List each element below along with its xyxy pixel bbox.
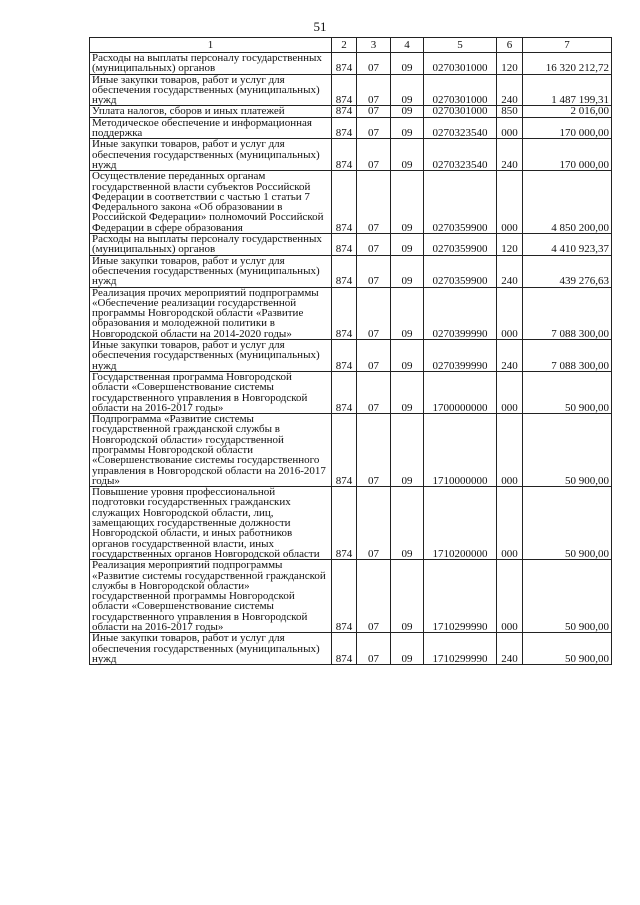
row-section: 07	[357, 340, 391, 372]
row-description: Методическое обеспечение и информационная поддержка	[90, 117, 332, 139]
row-section: 07	[357, 234, 391, 256]
row-ministry-code: 874	[332, 234, 357, 256]
row-section: 07	[357, 74, 391, 106]
row-target-article: 1710000000	[424, 414, 497, 487]
row-target-article: 0270301000	[424, 106, 497, 117]
row-section: 07	[357, 287, 391, 339]
row-subsection: 09	[391, 74, 424, 106]
row-expense-type: 000	[497, 560, 523, 633]
row-subsection: 09	[391, 139, 424, 171]
row-ministry-code: 874	[332, 74, 357, 106]
row-ministry-code: 874	[332, 106, 357, 117]
row-amount: 170 000,00	[523, 117, 612, 139]
row-amount: 50 900,00	[523, 633, 612, 665]
row-ministry-code: 874	[332, 287, 357, 339]
row-section: 07	[357, 53, 391, 75]
table-body	[90, 53, 612, 665]
table-row	[90, 633, 612, 665]
row-target-article: 0270359900	[424, 255, 497, 287]
table-row	[90, 560, 612, 633]
row-target-article: 0270399990	[424, 287, 497, 339]
table-row	[90, 487, 612, 560]
row-expense-type: 000	[497, 171, 523, 234]
column-header-4: 4	[391, 38, 424, 53]
row-subsection: 09	[391, 287, 424, 339]
row-subsection: 09	[391, 53, 424, 75]
row-ministry-code: 874	[332, 53, 357, 75]
row-amount: 439 276,63	[523, 255, 612, 287]
row-section: 07	[357, 487, 391, 560]
row-amount: 4 410 923,37	[523, 234, 612, 256]
row-subsection: 09	[391, 371, 424, 413]
row-expense-type: 000	[497, 117, 523, 139]
column-header-1: 1	[90, 38, 332, 53]
table-row	[90, 171, 612, 234]
row-target-article: 0270359900	[424, 234, 497, 256]
row-target-article: 0270359900	[424, 171, 497, 234]
row-description: Иные закупки товаров, работ и услуг для обеспечения государственных (муниципальных) нужд	[90, 74, 332, 106]
row-expense-type: 000	[497, 371, 523, 413]
row-section: 07	[357, 117, 391, 139]
row-amount: 50 900,00	[523, 487, 612, 560]
row-section: 07	[357, 139, 391, 171]
row-description: Уплата налогов, сборов и иных платежей	[90, 106, 332, 117]
row-expense-type: 120	[497, 234, 523, 256]
row-subsection: 09	[391, 560, 424, 633]
row-section: 07	[357, 560, 391, 633]
table-row	[90, 139, 612, 171]
row-amount: 2 016,00	[523, 106, 612, 117]
row-ministry-code: 874	[332, 371, 357, 413]
row-amount: 4 850 200,00	[523, 171, 612, 234]
row-target-article: 1710299990	[424, 633, 497, 665]
row-description: Подпрограмма «Развитие системы государственной гражданской службы в Новгородской области» государственной программы Новгородской области «Совершенствование системы государственного управления в Новгородской области на 2016-2017 годы»	[90, 414, 332, 487]
row-description: Повышение уровня профессиональной подготовки государственных гражданских служащих Новгородской области, лиц, замещающих государственные должности Новгородской области, и иных работников органов государственной власти, иных государственных органов Новгородской области	[90, 487, 332, 560]
row-amount: 170 000,00	[523, 139, 612, 171]
row-expense-type: 240	[497, 74, 523, 106]
row-target-article: 1710299990	[424, 560, 497, 633]
row-amount: 50 900,00	[523, 414, 612, 487]
row-description: Реализация прочих мероприятий подпрограммы «Обеспечение реализации государственной программы Новгородской области «Развитие образования и молодежной политики в Новгородской области на 2014-2020 годы»	[90, 287, 332, 339]
row-ministry-code: 874	[332, 487, 357, 560]
row-amount: 50 900,00	[523, 371, 612, 413]
row-description: Государственная программа Новгородской области «Совершенствование системы государственного управления в Новгородской области на 2016-2017 годы»	[90, 371, 332, 413]
row-subsection: 09	[391, 255, 424, 287]
row-description: Осуществление переданных органам государственной власти субъектов Российской Федерации в соответствии с частью 1 статьи 7 Федерального закона «Об образовании в Российской Федерации» полномочий Российской Федерации в сфере образования	[90, 171, 332, 234]
row-subsection: 09	[391, 414, 424, 487]
table-row	[90, 287, 612, 339]
table-row	[90, 371, 612, 413]
table-row	[90, 414, 612, 487]
row-ministry-code: 874	[332, 560, 357, 633]
row-subsection: 09	[391, 117, 424, 139]
budget-table	[89, 37, 612, 665]
row-description: Реализация мероприятий подпрограммы «Развитие системы государственной гражданской службы в Новгородской области» государственной программы Новгородской области «Совершенствование системы государственного управления в Новгородской области на 2016-2017 годы»	[90, 560, 332, 633]
row-amount: 50 900,00	[523, 560, 612, 633]
row-section: 07	[357, 171, 391, 234]
row-expense-type: 850	[497, 106, 523, 117]
row-section: 07	[357, 371, 391, 413]
row-expense-type: 240	[497, 633, 523, 665]
row-description: Расходы на выплаты персоналу государственных (муниципальных) органов	[90, 53, 332, 75]
column-header-2: 2	[332, 38, 357, 53]
row-target-article: 1700000000	[424, 371, 497, 413]
row-section: 07	[357, 255, 391, 287]
column-header-7: 7	[523, 38, 612, 53]
column-header-3: 3	[357, 38, 391, 53]
page-number: 51	[313, 19, 327, 34]
table-row	[90, 53, 612, 75]
row-ministry-code: 874	[332, 139, 357, 171]
row-description: Иные закупки товаров, работ и услуг для обеспечения государственных (муниципальных) нужд	[90, 633, 332, 665]
row-target-article: 0270323540	[424, 139, 497, 171]
table-row	[90, 234, 612, 256]
row-expense-type: 000	[497, 287, 523, 339]
table-row	[90, 255, 612, 287]
table-header-row	[90, 38, 612, 53]
row-amount: 1 487 199,31	[523, 74, 612, 106]
table-row	[90, 74, 612, 106]
table-row	[90, 117, 612, 139]
row-amount: 16 320 212,72	[523, 53, 612, 75]
row-ministry-code: 874	[332, 117, 357, 139]
row-target-article: 0270301000	[424, 74, 497, 106]
row-expense-type: 000	[497, 414, 523, 487]
row-expense-type: 120	[497, 53, 523, 75]
row-ministry-code: 874	[332, 340, 357, 372]
column-header-6: 6	[497, 38, 523, 53]
row-subsection: 09	[391, 234, 424, 256]
row-expense-type: 240	[497, 255, 523, 287]
row-subsection: 09	[391, 171, 424, 234]
row-expense-type: 000	[497, 487, 523, 560]
row-subsection: 09	[391, 487, 424, 560]
row-subsection: 09	[391, 633, 424, 665]
row-expense-type: 240	[497, 139, 523, 171]
row-description: Иные закупки товаров, работ и услуг для обеспечения государственных (муниципальных) нужд	[90, 255, 332, 287]
row-section: 07	[357, 106, 391, 117]
column-header-5: 5	[424, 38, 497, 53]
row-target-article: 0270399990	[424, 340, 497, 372]
row-description: Расходы на выплаты персоналу государственных (муниципальных) органов	[90, 234, 332, 256]
row-amount: 7 088 300,00	[523, 287, 612, 339]
row-description: Иные закупки товаров, работ и услуг для обеспечения государственных (муниципальных) нужд	[90, 139, 332, 171]
row-target-article: 0270301000	[424, 53, 497, 75]
row-ministry-code: 874	[332, 171, 357, 234]
row-ministry-code: 874	[332, 633, 357, 665]
table-row	[90, 340, 612, 372]
row-amount: 7 088 300,00	[523, 340, 612, 372]
table-row	[90, 106, 612, 117]
row-description: Иные закупки товаров, работ и услуг для обеспечения государственных (муниципальных) нужд	[90, 340, 332, 372]
row-target-article: 1710200000	[424, 487, 497, 560]
row-expense-type: 240	[497, 340, 523, 372]
row-section: 07	[357, 633, 391, 665]
row-target-article: 0270323540	[424, 117, 497, 139]
row-subsection: 09	[391, 340, 424, 372]
row-ministry-code: 874	[332, 414, 357, 487]
row-section: 07	[357, 414, 391, 487]
row-ministry-code: 874	[332, 255, 357, 287]
row-subsection: 09	[391, 106, 424, 117]
